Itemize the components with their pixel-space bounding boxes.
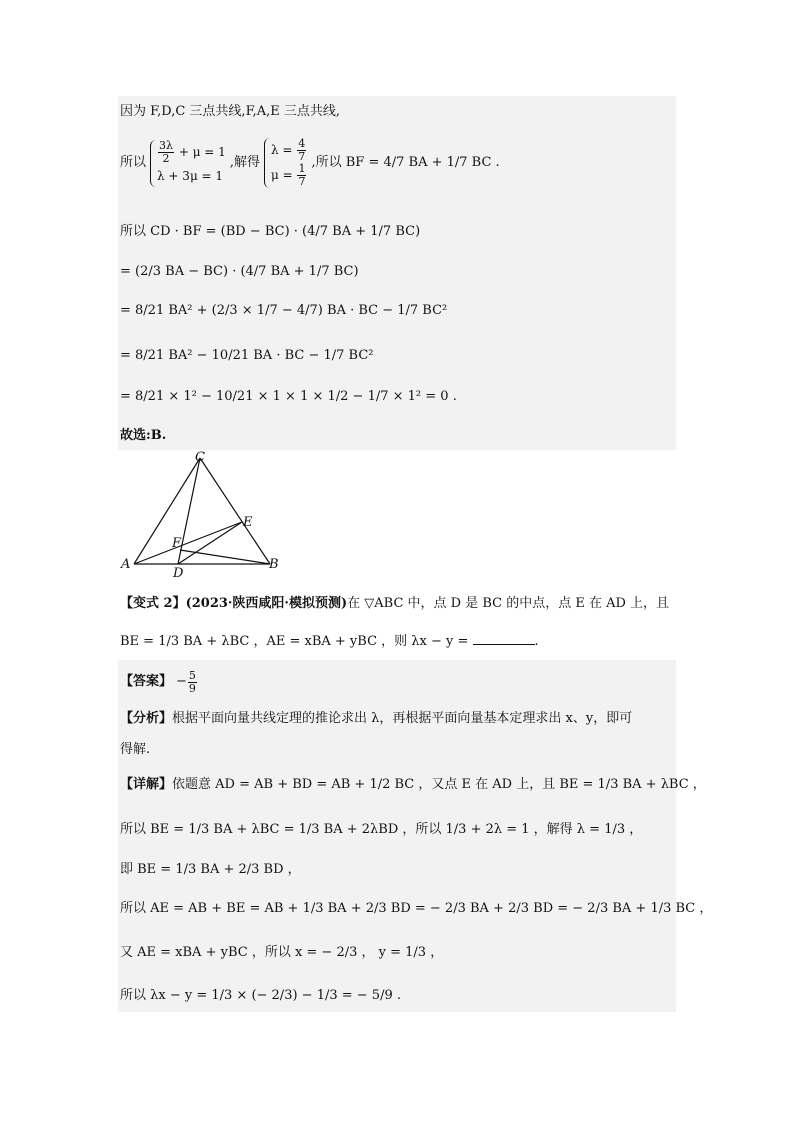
analysis-text: 根据平面向量共线定理的推论求出 λ，再根据平面向量基本定理求出 x、y，即可 (172, 711, 633, 726)
equation-system (150, 140, 226, 187)
label-D: D (173, 566, 184, 578)
label-A: A (121, 557, 131, 572)
variant-tag: 【变式 2】 (120, 596, 186, 611)
answer-tag: 【答案】 (120, 674, 173, 689)
variant-line-1 (120, 596, 669, 612)
solution-line-3: 所以 CD · BF = (BD − BC) · (4/7 BA + 1/7 BC) (120, 224, 421, 239)
answer-line (120, 666, 198, 698)
solution-line-4: = (2/3 BA − BC) · (4/7 BA + 1/7 BC) (120, 264, 359, 279)
equation-text: λ + 3μ = 1 (157, 168, 224, 183)
detail-text: 依题意 AD = AB + BD = AB + 1/2 BC ，又点 E 在 AD 上，且 BE = 1/3 BA + λBC ， (172, 777, 706, 792)
prefix-text: 所以 (120, 155, 147, 170)
answer-blank (473, 632, 535, 645)
fraction: $\frac{3\lambda}{2}$ (159, 138, 173, 165)
variant-line-2: BE = 1/3 BA + λBC ，AE = xBA + yBC ，则 λx − y = . (120, 634, 539, 649)
analysis-line-2: 得解. (120, 742, 151, 757)
solution-line-7: = 8/21 × 1² − 10/21 × 1 × 1 × 1/2 − 1/7 × 1² = 0 . (120, 389, 457, 404)
detail-tag: 【详解】 (120, 777, 173, 792)
triangle-figure (116, 448, 296, 578)
solution-line-5: = 8/21 BA² + (2/3 × 1/7 − 4/7) BA · BC − 1/7 BC² (120, 303, 448, 318)
solution-line-8: 故选:B. (120, 428, 167, 443)
analysis-tag: 【分析】 (120, 711, 173, 726)
solution-line-2 (120, 133, 500, 193)
equation-text: + μ = 1 (178, 144, 226, 159)
label-C: C (195, 450, 205, 465)
detail-line-1 (120, 777, 706, 793)
label-E: E (243, 515, 253, 530)
detail-line-2: 所以 BE = 1/3 BA + λBC = 1/3 BA + 2λBD ，所以 1/3 + 2λ = 1 ，解得 λ = 1/3 ， (120, 822, 643, 837)
variant-source: (2023·陕西咸阳·模拟预测) (185, 596, 348, 611)
label-F: F (172, 536, 182, 551)
detail-line-4: 所以 AE = AB + BE = AB + 1/3 BA + 2/3 BD = − 2/3 BA + 2/3 BD = − 2/3 BA + 1/3 BC ， (120, 901, 713, 916)
label-B: B (269, 557, 279, 572)
result-text: ,所以 BF = 4/7 BA + 1/7 BC . (311, 155, 500, 170)
detail-line-6: 所以 λx − y = 1/3 × (− 2/3) − 1/3 = − 5/9 . (120, 988, 401, 1003)
answer-fraction: $\frac{5}{9}$ (188, 668, 196, 695)
variant-text: 在 ▽ABC 中，点 D 是 BC 的中点，点 E 在 AD 上，且 (347, 596, 670, 611)
detail-line-3: 即 BE = 1/3 BA + 2/3 BD ， (120, 862, 301, 877)
solve-text: ,解得 (229, 155, 260, 170)
solution-line-1: 因为 F,D,C 三点共线,F,A,E 三点共线, (120, 104, 340, 119)
analysis-line-1 (120, 711, 632, 727)
detail-line-5: 又 AE = xBA + yBC ，所以 x = − 2/3 ， y = 1/3 ， (120, 945, 444, 960)
variant-text: BE = 1/3 BA + λBC ，AE = xBA + yBC ，则 λx − y = (120, 634, 469, 649)
solution-line-6: = 8/21 BA² − 10/21 BA · BC − 1/7 BC² (120, 348, 374, 363)
solution-system: λ = $\frac{4}{7}$ μ = $\frac{1}{7}$ (264, 138, 308, 188)
answer-sign: − (176, 674, 187, 689)
